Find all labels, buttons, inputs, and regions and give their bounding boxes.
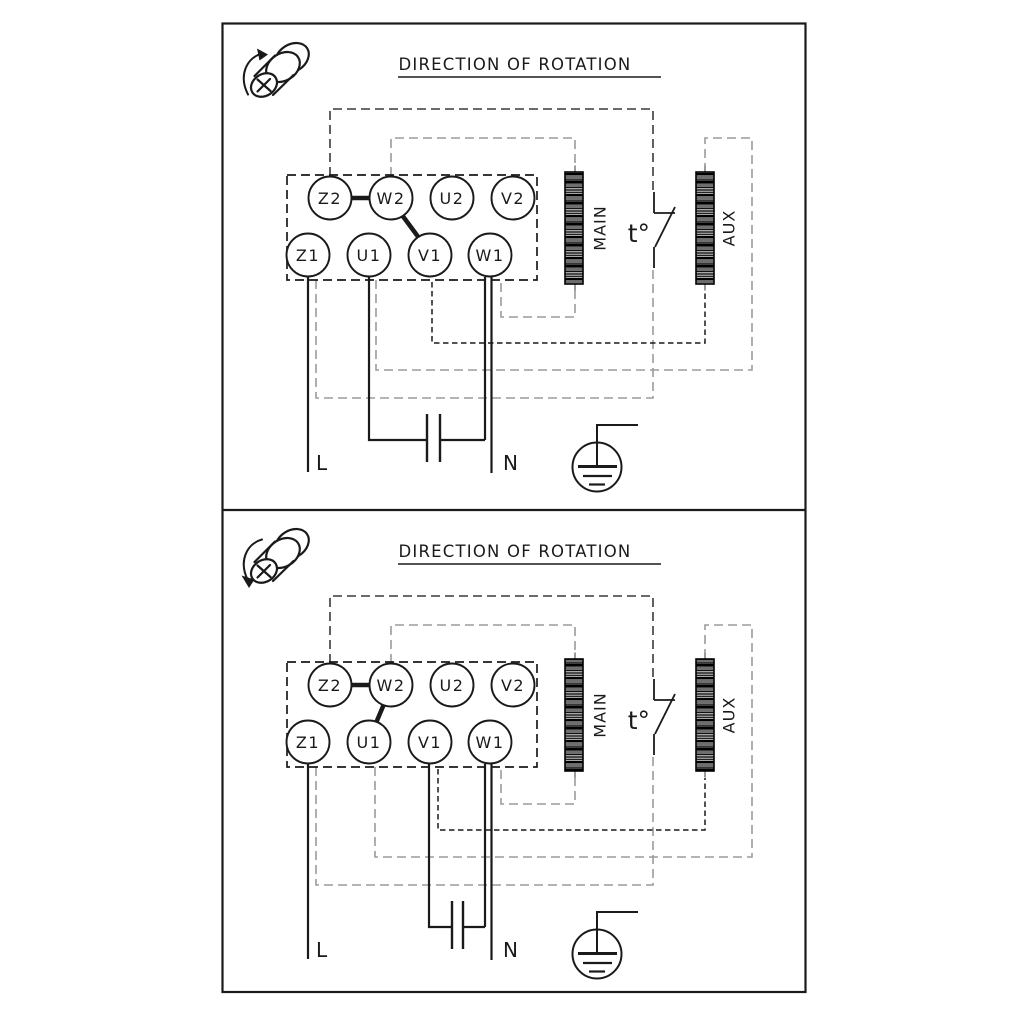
earth-ground-symbol <box>573 425 639 492</box>
terminal-w2 <box>370 177 413 220</box>
supply-wiring <box>308 764 492 961</box>
terminal-label: V1 <box>417 246 443 265</box>
terminal-w2 <box>370 664 413 707</box>
thermal-switch-label: t° <box>627 219 650 248</box>
neutral-label: N <box>503 451 518 475</box>
terminal-u1 <box>348 234 391 277</box>
bridge-link-w2-u1 <box>376 704 384 723</box>
terminal-label: V1 <box>417 733 443 752</box>
terminal-label: V2 <box>500 676 526 695</box>
wire-v1-to-aux <box>438 769 705 830</box>
wire-v1-to-aux <box>432 282 705 343</box>
aux-winding-label: AUX <box>719 209 739 247</box>
shaft-rotation-arrow-up-icon <box>244 37 315 102</box>
terminal-label: Z1 <box>295 733 321 752</box>
wire-w2-to-main <box>391 138 575 176</box>
wire-w2-to-main <box>391 625 575 663</box>
earth-ground-symbol <box>573 912 639 979</box>
terminal-z1 <box>287 721 330 764</box>
diagram-bottom <box>242 523 753 979</box>
terminal-v2 <box>492 664 535 707</box>
terminal-z2 <box>309 664 352 707</box>
capacitor <box>427 414 440 462</box>
live-label: L <box>316 451 328 475</box>
terminal-w1 <box>469 721 512 764</box>
terminal-label: U1 <box>356 733 382 752</box>
main-winding <box>565 653 610 778</box>
terminal-z2 <box>309 177 352 220</box>
terminal-z1 <box>287 234 330 277</box>
terminal-v2 <box>492 177 535 220</box>
terminal-u2 <box>431 177 474 220</box>
wire-main-to-w1 <box>501 768 575 804</box>
terminal-label: Z2 <box>317 189 343 208</box>
shaft-rotation-arrow-down-icon <box>242 523 315 588</box>
diagram-title: DIRECTION OF ROTATION <box>398 542 632 561</box>
terminal-label: U2 <box>439 189 465 208</box>
terminal-w1 <box>469 234 512 277</box>
main-winding <box>565 166 610 291</box>
terminal-v1 <box>409 234 452 277</box>
terminal-label: Z1 <box>295 246 321 265</box>
main-winding-label: MAIN <box>590 692 610 738</box>
aux-winding-label: AUX <box>719 696 739 734</box>
terminal-label: W1 <box>475 733 505 752</box>
neutral-label: N <box>503 938 518 962</box>
wire-main-to-w1 <box>501 281 575 317</box>
terminal-label: Z2 <box>317 676 343 695</box>
live-label: L <box>316 938 328 962</box>
supply-wiring <box>308 277 492 474</box>
terminal-label: W1 <box>475 246 505 265</box>
wire-u1-to-capacitor <box>369 277 427 441</box>
terminal-block <box>287 662 538 767</box>
aux-winding <box>696 166 739 291</box>
terminal-label: W2 <box>376 676 406 695</box>
terminal-label: W2 <box>376 189 406 208</box>
bridge-link-w2-v1 <box>402 215 419 238</box>
thermal-switch <box>628 679 675 755</box>
wire-v1-to-capacitor <box>429 764 452 928</box>
capacitor <box>452 901 463 949</box>
terminal-label: V2 <box>500 189 526 208</box>
diagram-top <box>244 37 752 492</box>
diagram-title: DIRECTION OF ROTATION <box>398 55 632 74</box>
thermal-switch <box>628 192 675 268</box>
aux-winding <box>696 653 739 778</box>
terminal-label: U1 <box>356 246 382 265</box>
terminal-v1 <box>409 721 452 764</box>
main-winding-label: MAIN <box>590 205 610 251</box>
terminal-u2 <box>431 664 474 707</box>
terminal-label: U2 <box>439 676 465 695</box>
outer-frame <box>223 24 806 993</box>
terminal-u1 <box>348 721 391 764</box>
terminal-block <box>287 175 538 280</box>
thermal-switch-label: t° <box>627 706 650 735</box>
